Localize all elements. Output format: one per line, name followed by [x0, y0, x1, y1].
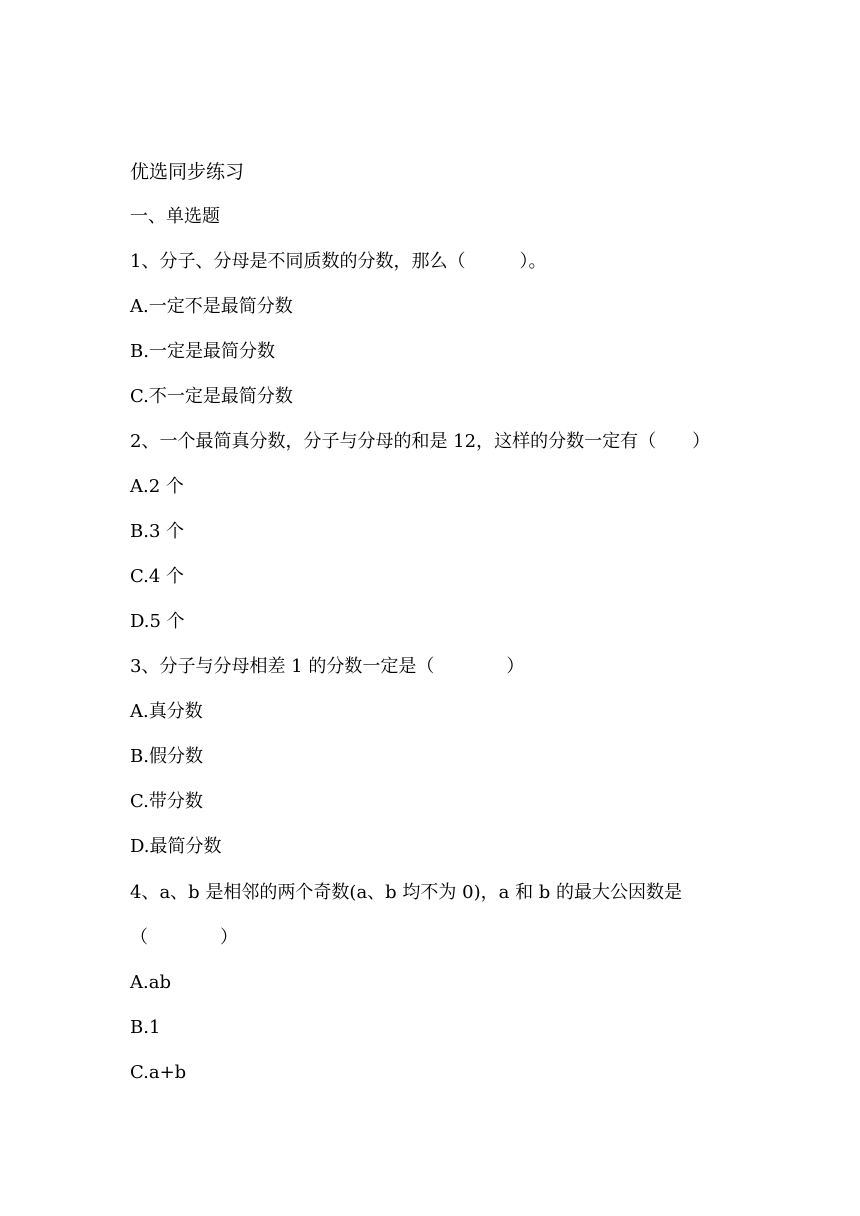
question-2-option-d: D.5 个 [130, 611, 185, 632]
question-3-option-a: A.真分数 [130, 701, 203, 722]
question-4-option-b: B.1 [130, 1017, 161, 1038]
question-2-option-c: C.4 个 [130, 566, 185, 587]
question-2-stem: 2、一个最简真分数，分子与分母的和是 12，这样的分数一定有（ ） [130, 431, 711, 452]
question-1-option-a: A.一定不是最简分数 [130, 296, 293, 317]
question-2-option-b: B.3 个 [130, 521, 185, 542]
question-3-stem: 3、分子与分母相差 1 的分数一定是（ ） [130, 656, 525, 677]
question-3-option-b: B.假分数 [130, 746, 203, 767]
question-4-stem: 4、a、b 是相邻的两个奇数(a、b 均不为 0)，a 和 b 的最大公因数是（ ） [130, 882, 683, 948]
document-title: 优选同步练习 [130, 161, 245, 183]
question-1-stem: 1、分子、分母是不同质数的分数，那么（ ）。 [130, 251, 547, 272]
question-3-option-d: D.最简分数 [130, 836, 222, 857]
question-1-option-b: B.一定是最简分数 [130, 341, 275, 362]
question-3-option-c: C.带分数 [130, 791, 203, 812]
section-heading: 一、单选题 [130, 206, 220, 227]
question-1-option-c: C.不一定是最简分数 [130, 386, 293, 407]
question-4-option-a: A.ab [130, 972, 171, 993]
question-2-option-a: A.2 个 [130, 476, 184, 497]
document-content [130, 157, 740, 1103]
question-4-option-c: C.a+b [130, 1062, 187, 1083]
